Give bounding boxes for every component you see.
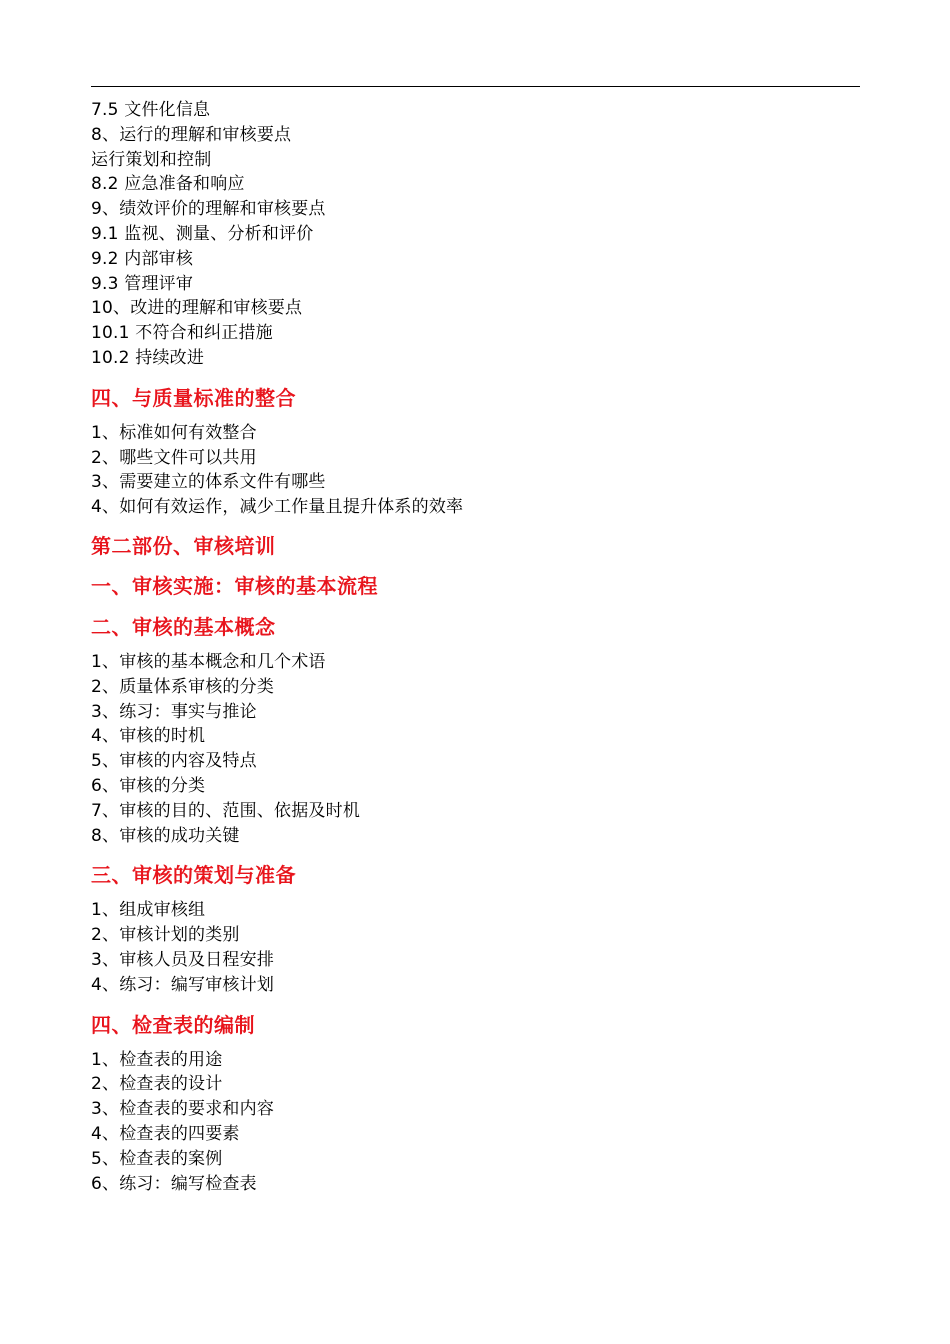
list-item: 4、如何有效运作，减少工作量且提升体系的效率: [91, 497, 464, 518]
document-body: [91, 98, 860, 1196]
list-item: 9.3 管理评审: [91, 273, 194, 294]
list-item: 2、质量体系审核的分类: [91, 676, 275, 697]
list-item: 10.1 不符合和纠正措施: [91, 323, 273, 344]
list-item: 8、审核的成功关键: [91, 825, 240, 846]
list-item: 4、检查表的四要素: [91, 1123, 240, 1144]
header-rule: [91, 86, 860, 87]
list-item: 4、审核的时机: [91, 726, 206, 747]
list-item: 2、检查表的设计: [91, 1074, 223, 1095]
concepts-list: [91, 650, 860, 848]
list-item: 3、检查表的要求和内容: [91, 1099, 275, 1120]
list-item: 5、检查表的案例: [91, 1148, 223, 1169]
list-item: 9.1 监视、测量、分析和评价: [91, 223, 314, 244]
checklist-list: [91, 1048, 860, 1197]
list-item: 3、审核人员及日程安排: [91, 949, 275, 970]
list-item: 6、审核的分类: [91, 775, 206, 796]
list-item: 4、练习：编写审核计划: [91, 974, 275, 995]
list-item: 1、组成审核组: [91, 900, 206, 921]
list-item: 3、练习：事实与推论: [91, 701, 257, 722]
list-item: 10、改进的理解和审核要点: [91, 298, 303, 319]
list-item: 8、运行的理解和审核要点: [91, 124, 292, 145]
list-item: 5、审核的内容及特点: [91, 751, 257, 772]
section-heading-concepts: 二、审核的基本概念: [91, 614, 276, 639]
part1-tail-list: [91, 98, 860, 371]
list-item: 2、审核计划的类别: [91, 925, 240, 946]
list-item: 9、绩效评价的理解和审核要点: [91, 199, 326, 220]
list-item: 运行策划和控制: [91, 149, 212, 170]
planning-list: [91, 898, 860, 997]
section-heading-checklist: 四、检查表的编制: [91, 1012, 255, 1037]
list-item: 3、需要建立的体系文件有哪些: [91, 472, 326, 493]
part2-heading: 第二部份、审核培训: [91, 533, 276, 558]
list-item: 1、审核的基本概念和几个术语: [91, 651, 326, 672]
list-item: 10.2 持续改进: [91, 347, 205, 368]
section-heading-process: 一、审核实施：审核的基本流程: [91, 573, 378, 598]
list-item: 6、练习：编写检查表: [91, 1173, 257, 1194]
section-heading-planning: 三、审核的策划与准备: [91, 863, 296, 888]
list-item: 7、审核的目的、范围、依据及时机: [91, 800, 361, 821]
list-item: 7.5 文件化信息: [91, 100, 211, 120]
section-heading-integration: 四、与质量标准的整合: [91, 385, 296, 410]
list-item: 1、标准如何有效整合: [91, 422, 257, 443]
list-item: 2、哪些文件可以共用: [91, 447, 257, 468]
list-item: 8.2 应急准备和响应: [91, 174, 245, 195]
integration-list: [91, 421, 860, 520]
list-item: 1、检查表的用途: [91, 1049, 223, 1070]
list-item: 9.2 内部审核: [91, 248, 194, 269]
